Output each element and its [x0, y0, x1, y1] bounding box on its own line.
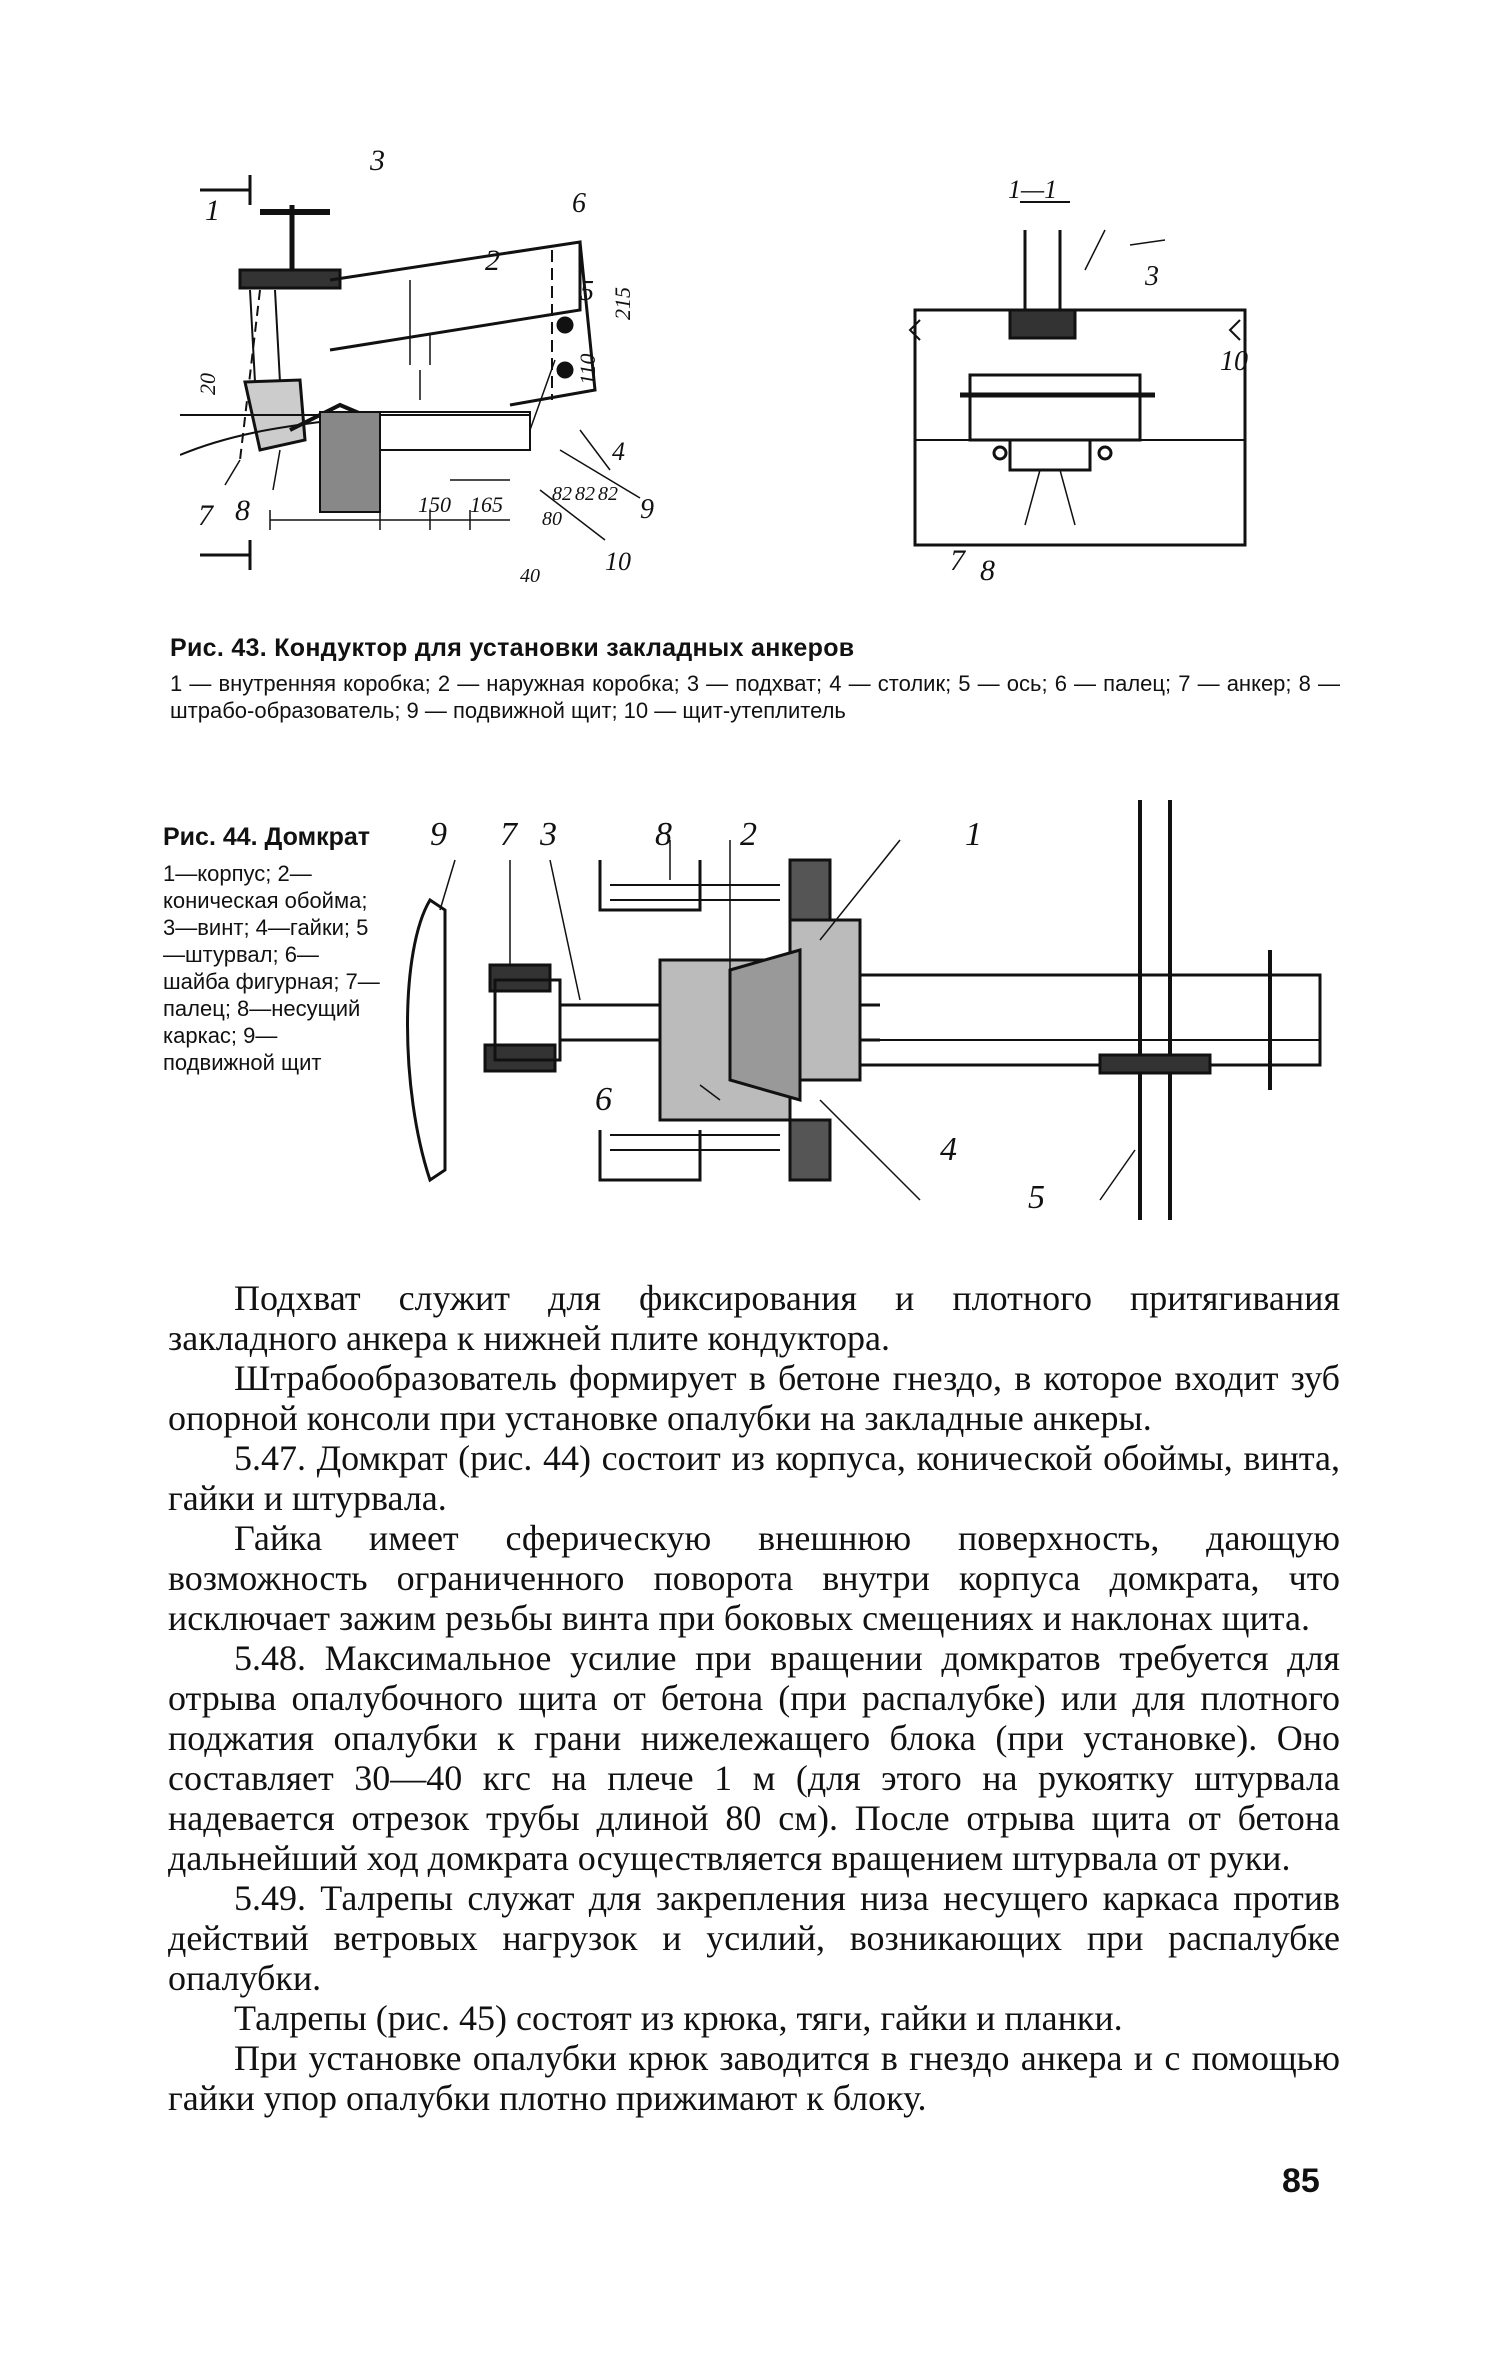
fig43-section-label-3: 3 [1145, 261, 1159, 292]
figure-44-drawing [400, 800, 1340, 1230]
fig43-label-2: 2 [485, 244, 500, 277]
figure-43-section-drawing [890, 170, 1310, 590]
fig43-dim-20: 20 [195, 373, 220, 395]
fig43-label-1: 1 [205, 194, 220, 227]
fig44-label-3: 3 [540, 816, 557, 853]
fig44-label-9: 9 [430, 816, 447, 853]
fig44-label-2: 2 [740, 816, 757, 853]
figure-43-title: Рис. 43. Кондуктор для установки закладных анкеров [170, 634, 855, 662]
fig43-dim-82b: 82 [575, 483, 595, 505]
fig43-dim-82c: 82 [598, 483, 618, 505]
fig43-dim-40: 40 [520, 565, 540, 587]
fig44-label-8: 8 [655, 816, 672, 853]
page-number: 85 [1282, 2162, 1320, 2200]
fig43-section-label-10: 10 [1220, 346, 1248, 377]
paragraph: Талрепы (рис. 45) состоят из крюка, тяги, гайки и планки. [234, 1998, 1123, 2038]
fig44-label-5: 5 [1028, 1179, 1045, 1216]
fig43-label-9: 9 [640, 494, 654, 525]
paragraph: Подхват служит для фиксирования и плотного притягивания закладного анкера к нижней плите кондуктора. [168, 1278, 1340, 1358]
fig43-label-7: 7 [198, 499, 213, 532]
fig43-label-10: 10 [605, 547, 631, 576]
paragraph: При установке опалубки крюк заводится в гнездо анкера и с помощью гайки упор опалубки плотно прижимают к блоку. [168, 2038, 1340, 2118]
fig43-label-8: 8 [235, 494, 250, 527]
paragraph: 5.48. Максимальное усилие при вращении домкратов требуется для отрыва опалубочного щита от бетона (при распалубке) или для плотного поджатия опалубки к грани нижележащего блока (при установке). Оно составляет 30—40 кгс на плече 1 м (для этого на рукоятку штурвала надевается отрезок трубы длиной 80 см). После отрыва щита от бетона дальнейший ход домкрата осуществляется вращением штурвала от руки. [168, 1638, 1340, 1878]
fig43-label-4: 4 [612, 437, 625, 466]
figure-44-caption [163, 822, 385, 1076]
paragraph: 5.47. Домкрат (рис. 44) состоит из корпуса, конической обоймы, винта, гайки и штурвала. [168, 1438, 1340, 1518]
fig43-label-3: 3 [370, 150, 385, 177]
figure-43-legend: 1 — внутренняя коробка; 2 — наружная коробка; 3 — подхват; 4 — столик; 5 — ось; 6 — палец; 7 — анкер; 8 — штрабо-образователь; 9 — подвижной щит; 10 — щит-утеплитель [170, 671, 1340, 723]
fig44-label-4: 4 [940, 1131, 957, 1168]
fig43-section-label-8: 8 [980, 554, 995, 587]
fig43-dim-150: 150 [418, 492, 451, 517]
paragraph: Гайка имеет сферическую внешнюю поверхность, дающую возможность ограниченного поворота внутри корпуса домкрата, что исключает зажим резьбы винта при боковых смещениях и наклонах щита. [168, 1518, 1340, 1638]
figure-44-title: Рис. 44. Домкрат [163, 823, 371, 851]
figure-43-left-drawing [180, 150, 740, 590]
paragraph: Штрабообразователь формирует в бетоне гнездо, в которое входит зуб опорной консоли при установке опалубки на закладные анкеры. [168, 1358, 1340, 1438]
body-text [168, 1278, 1340, 2118]
fig44-label-1: 1 [965, 816, 982, 853]
fig43-section-mark: 1—1 [1008, 175, 1058, 204]
fig43-label-6: 6 [572, 188, 586, 219]
fig43-section-label-7: 7 [950, 544, 965, 577]
fig43-dim-80: 80 [542, 508, 562, 530]
fig44-label-7: 7 [500, 816, 517, 853]
paragraph: 5.49. Талрепы служат для закрепления низа несущего каркаса против действий ветровых нагрузок и усилий, возникающих при распалубке опалубки. [168, 1878, 1340, 1998]
fig43-label-5: 5 [580, 276, 594, 307]
fig44-label-6: 6 [595, 1081, 612, 1118]
fig43-dim-215: 215 [610, 287, 635, 320]
figure-44-legend: 1—корпус; 2—коническая обойма; 3—винт; 4—гайки; 5—штурвал; 6—шайба фигурная; 7—палец; 8—несущий каркас; 9—подвижной щит [163, 861, 380, 1075]
fig43-dim-82a: 82 [552, 483, 572, 505]
fig43-dim-165: 165 [470, 492, 503, 517]
fig43-dim-110: 110 [575, 353, 600, 385]
